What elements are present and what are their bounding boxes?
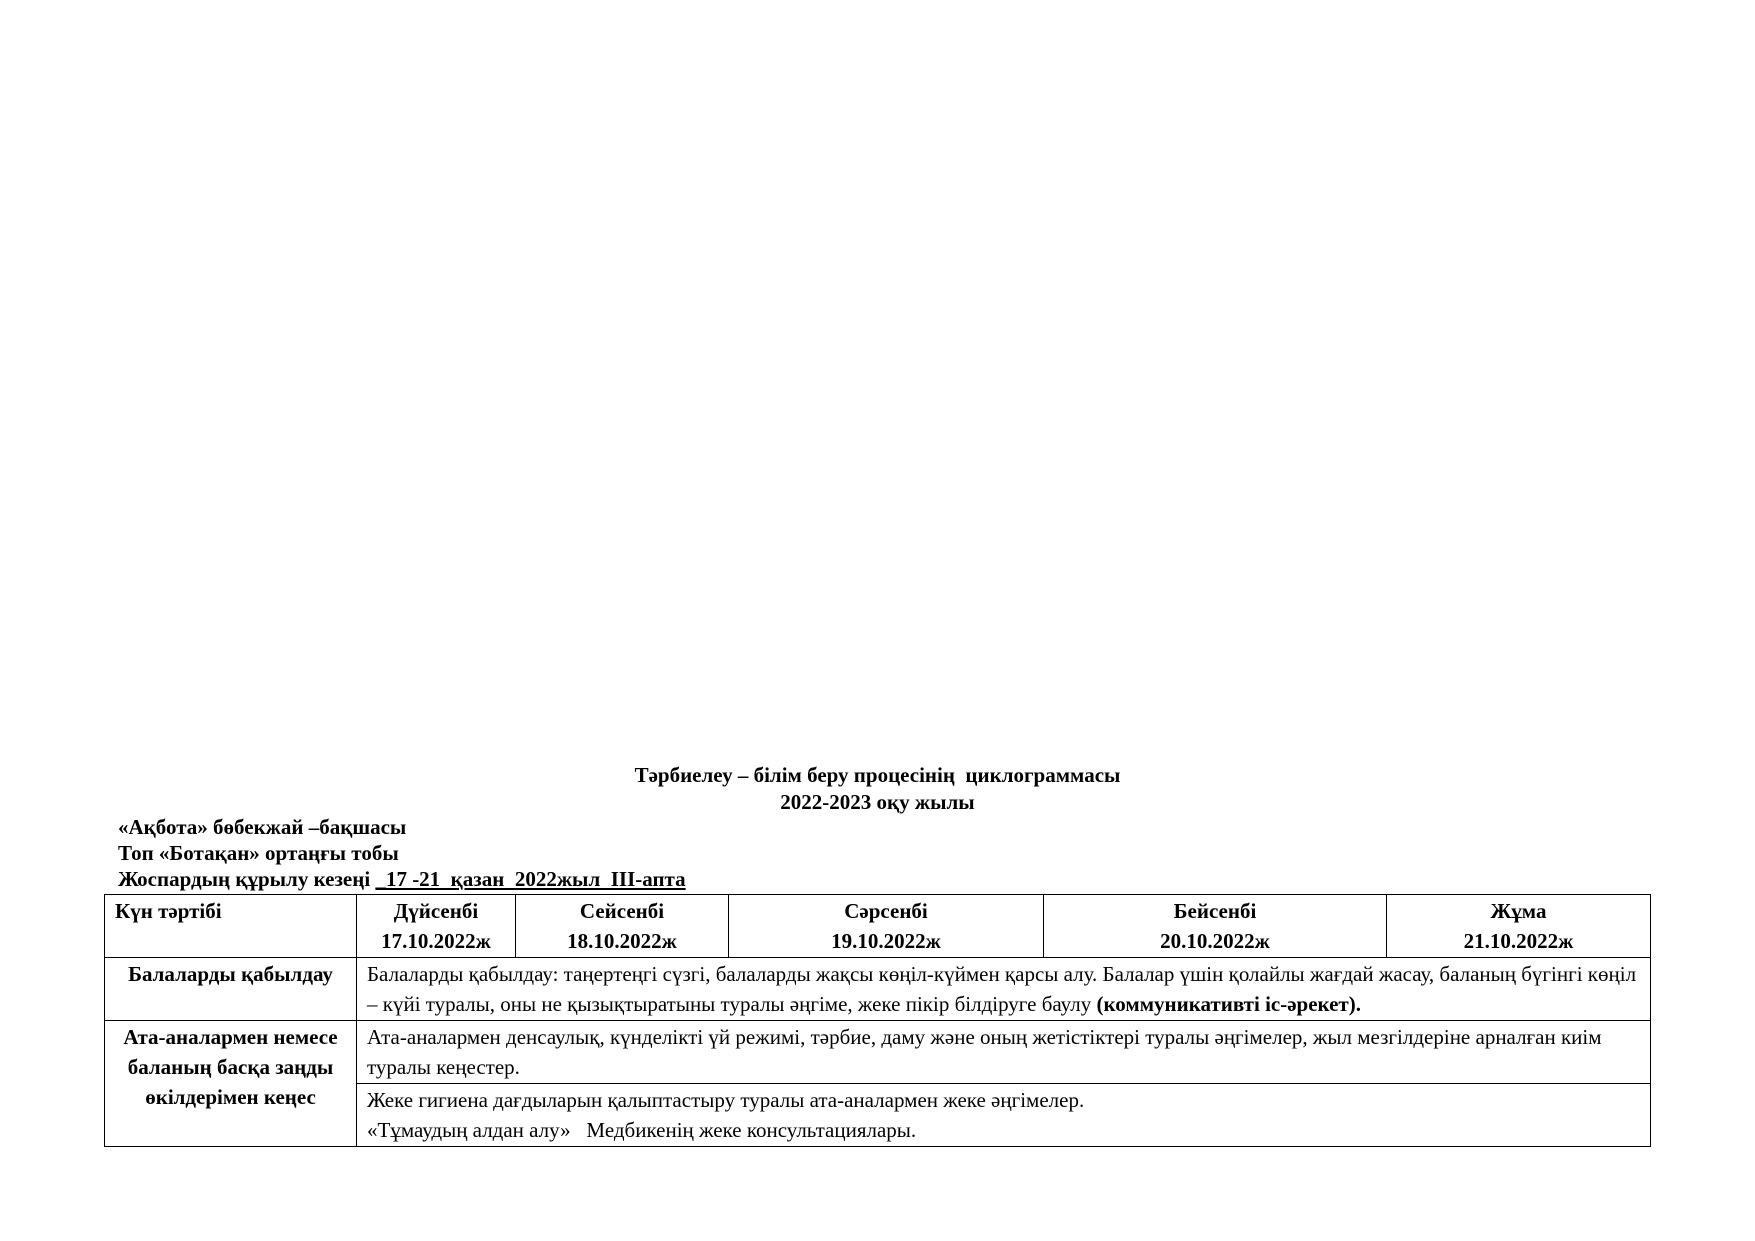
table-header-row bbox=[105, 895, 1651, 958]
header-day-wednesday bbox=[729, 895, 1044, 958]
day-date: 17.10.2022ж bbox=[381, 929, 491, 953]
period-label: Жоспардың құрылу кезеңі bbox=[118, 867, 376, 891]
day-name: Сейсенбі bbox=[579, 899, 665, 923]
period-value: _17 -21 қазан 2022жыл ІІІ-апта bbox=[375, 867, 686, 891]
header-day-thursday bbox=[1044, 895, 1387, 958]
day-name: Жұма bbox=[1490, 899, 1547, 923]
parents-consultation-text: Ата-аналармен денсаулық, күнделікті үй режимі, тәрбие, даму және оның жетістіктері туралы әңгімелер, жыл мезгілдеріне арналған киім туралы кеңестер. bbox=[357, 1021, 1651, 1084]
row-label-parents: Ата-аналармен немесе баланың басқа заңды өкілдерімен кеңес bbox=[105, 1021, 357, 1147]
day-name: Сәрсенбі bbox=[844, 899, 928, 923]
day-date: 20.10.2022ж bbox=[1160, 929, 1270, 953]
header-routine: Күн тәртібі bbox=[105, 895, 357, 958]
plan-period bbox=[118, 866, 686, 892]
table-row-parents bbox=[105, 1021, 1651, 1084]
row-label-reception: Балаларды қабылдау bbox=[105, 958, 357, 1021]
kindergarten-name: «Ақбота» бөбекжай –бақшасы bbox=[118, 815, 407, 839]
day-name: Бейсенбі bbox=[1173, 899, 1257, 923]
title-line-1: Тәрбиелеу – білім беру процесінің циклограммасы bbox=[634, 763, 1121, 787]
day-date: 19.10.2022ж bbox=[831, 929, 941, 953]
reception-description bbox=[357, 958, 1651, 1021]
parents-individual-text bbox=[357, 1084, 1651, 1147]
day-date: 21.10.2022ж bbox=[1463, 929, 1574, 953]
day-name: Дүйсенбі bbox=[393, 899, 479, 923]
header-day-monday bbox=[357, 895, 516, 958]
cyclogram-table bbox=[104, 894, 1651, 1147]
day-date: 18.10.2022ж bbox=[567, 929, 677, 953]
reception-text-bold: (коммуникативті іс-әрекет). bbox=[1096, 992, 1361, 1016]
document-title bbox=[0, 762, 1755, 816]
nurse-consultation-line: «Тұмаудың алдан алу» Медбикенің жеке консультациялары. bbox=[367, 1118, 917, 1142]
header-day-friday bbox=[1387, 895, 1651, 958]
header-day-tuesday bbox=[516, 895, 729, 958]
document-meta bbox=[118, 814, 686, 892]
title-line-2: 2022-2023 оқу жылы bbox=[780, 790, 975, 814]
group-name: Топ «Ботақан» ортаңғы тобы bbox=[118, 841, 399, 865]
reception-text: Балаларды қабылдау: таңертеңгі сүзгі, балаларды жақсы көңіл-күймен қарсы алу. Балалар үшін қолайлы жағдай жасау, баланың бүгінгі көңіл – күйі туралы, оны не қызықтыратыны туралы әңгіме, жеке пікір білдіруге баулу bbox=[367, 962, 1637, 1016]
hygiene-conversation-line: Жеке гигиена дағдыларын қалыптастыру туралы ата-аналармен жеке әңгімелер. bbox=[367, 1088, 1085, 1112]
table-row-reception bbox=[105, 958, 1651, 1021]
